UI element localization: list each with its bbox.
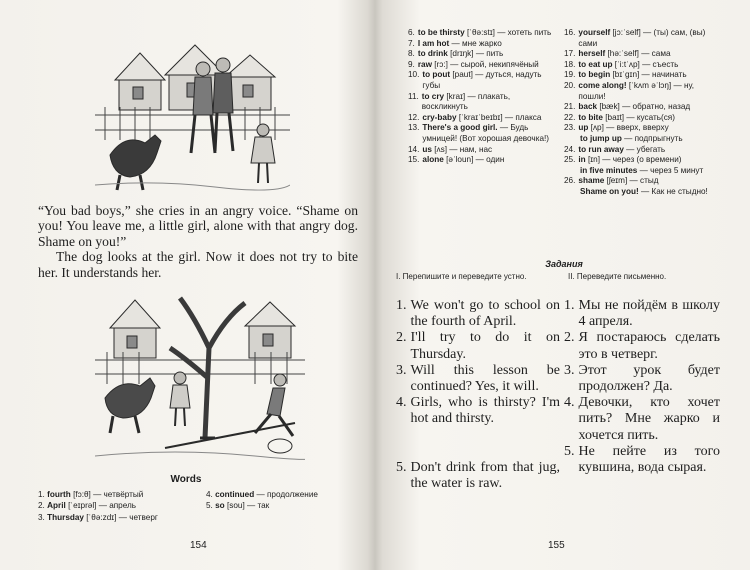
task-instruction-2: II. Переведите письменно. [568, 272, 667, 281]
list-item: 4. Девочки, кто хочет пить? Мне жарко и хочется пить. [564, 395, 720, 443]
page-number: 155 [548, 540, 565, 551]
list-item: 9. raw [rɔ:] — сырой, некипячёный [408, 59, 539, 69]
list-item: 6. to be thirsty [ˈθə:stɪ] — хотеть пить [408, 28, 552, 37]
list-item: 3. Will this lesson be continued? Yes, it will. [396, 362, 560, 395]
words-list-right [206, 489, 318, 512]
task-instruction-1: I. Перепишите и переведите устно. [396, 272, 527, 281]
list-item: 24. to run away — убегать [564, 144, 666, 154]
list-item: 8. to drink [drɪŋk] — пить [408, 49, 504, 59]
list-item: in five minutes — через 5 минут [580, 165, 704, 175]
tasks-english [396, 298, 560, 492]
list-item: 25. in [ɪn] — через (о времени) [564, 155, 682, 165]
list-item: 19. to begin [bɪˈgɪn] — начинать [564, 70, 687, 80]
words-heading: Words [170, 474, 202, 485]
list-item: 10. to pout [paut] — дуться, надуть губы [408, 70, 542, 90]
list-item: 2. Я постараюсь сделать это в четверг. [564, 330, 720, 362]
boys-running-illustration [95, 288, 305, 468]
list-item: 5. so [sou] — так [206, 501, 270, 511]
list-item: 11. to cry [kraɪ] — плакать, воскликнуть [408, 91, 511, 112]
list-item: 1. We won't go to school on the fourth of April. [396, 298, 560, 330]
list-item: 2. April [ˈeɪprəl] — апрель [38, 501, 137, 511]
list-item: 12. cry-baby [ˈkraɪˈbeɪbɪ] — плакса [408, 112, 542, 122]
list-item: 7. I am hot — мне жарко [408, 38, 502, 48]
list-item: to jump up — подпрыгнуть [580, 133, 683, 143]
list-item: 3. Этот урок будет продолжен? Да. [564, 362, 720, 395]
list-item: 5. Не пейте из того кувшина, вода сырая. [564, 443, 720, 476]
list-item: 20. come along! [ˈkʌm əˈlɔŋ] — ну, пошли! [564, 80, 695, 101]
right-page [378, 0, 750, 570]
left-page [0, 0, 372, 570]
list-item: 2. I'll try to do it on Thursday. [396, 330, 560, 362]
list-item: 17. herself [hə:ˈself] — сама [564, 49, 671, 59]
tasks-russian [564, 298, 720, 476]
list-item: 5. Don't drink from that jug, the water is raw. [396, 459, 560, 491]
story-paragraph: “You bad boys,” she cries in an angry voice. “Shame on you! You leave me, a little girl, alone with that angry dog. Shame on you!” [38, 203, 358, 249]
vocab-list-left [408, 28, 558, 166]
list-item: 22. to bite [baɪt] — кусать(ся) [564, 112, 675, 122]
list-item: 26. shame [ʃeɪm] — стыд [564, 176, 659, 186]
story-text [38, 203, 358, 280]
list-item: Shame on you! — Как не стыдно! [580, 186, 708, 196]
boys-dog-girl-illustration [95, 35, 290, 200]
list-item: 13. There's a good girl. — Будь умницей! (Вот хорошая девочка!) [408, 123, 550, 143]
list-item: 21. back [bæk] — обратно, назад [564, 102, 691, 112]
list-item: 16. yourself [jɔ:ˈself] — (ты) сам, (вы) сами [564, 28, 706, 48]
list-item: 4. continued — продолжение [206, 490, 318, 499]
list-item: 15. alone [əˈloun] — один [408, 155, 505, 165]
list-item: 18. to eat up [ˈi:tˈʌp] — съесть [564, 59, 679, 69]
list-item: 3. Thursday [ˈθə:zdɪ] — четверг [38, 512, 158, 522]
list-item: 14. us [ʌs] — нам, нас [408, 144, 493, 154]
list-item: 23. up [ʌp] — вверх, вверху [564, 123, 669, 133]
list-item: 1. Мы не пойдём в школу 4 апреля. [564, 298, 720, 330]
words-list-left [38, 489, 158, 523]
story-paragraph: The dog looks at the girl. Now it does not try to bite her. It understands her. [38, 249, 358, 280]
page-number: 154 [190, 540, 207, 551]
tasks-heading: Задания [545, 259, 583, 269]
list-item: 4. Girls, who is thirsty? I'm hot and thirsty. [396, 395, 560, 427]
list-item: 1. fourth [fɔ:θ] — четвёртый [38, 490, 144, 499]
vocab-list-right [564, 28, 716, 198]
